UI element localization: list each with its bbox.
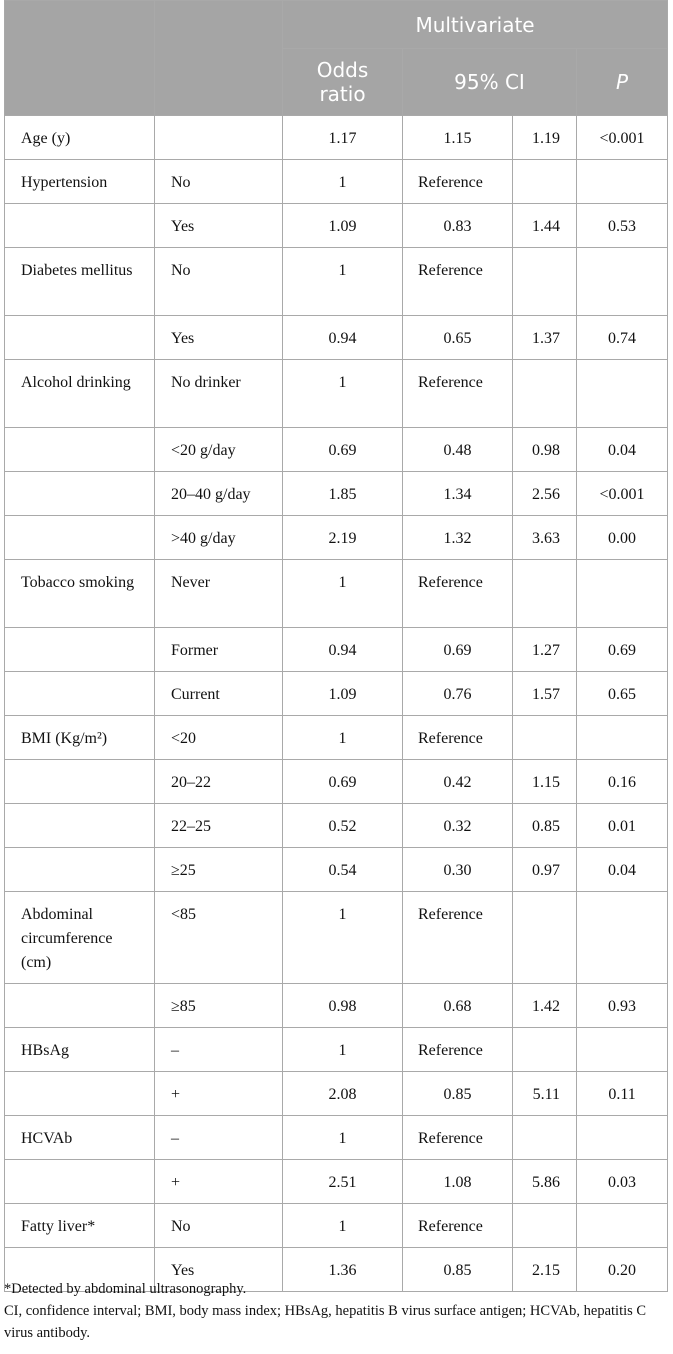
row-odds-ratio-cell: 1 <box>283 716 403 760</box>
row-category-cell: 22–25 <box>155 804 283 848</box>
header-blank-category <box>155 1 283 116</box>
row-ci-upper-cell: 1.27 <box>513 628 577 672</box>
header-95ci: 95% CI <box>403 49 577 116</box>
row-ci-lower-cell: 0.85 <box>403 1248 513 1292</box>
row-p-value-cell <box>577 1204 668 1248</box>
row-ci-upper-cell <box>513 160 577 204</box>
row-p-value-cell: 0.53 <box>577 204 668 248</box>
row-odds-ratio-cell: 1 <box>283 1204 403 1248</box>
row-ci-upper-cell: 0.97 <box>513 848 577 892</box>
row-ci-lower-cell: 1.32 <box>403 516 513 560</box>
row-ci-upper-cell: 5.86 <box>513 1160 577 1204</box>
row-ci-lower-cell: 1.08 <box>403 1160 513 1204</box>
row-p-value-cell: 0.01 <box>577 804 668 848</box>
row-odds-ratio-cell: 2.08 <box>283 1072 403 1116</box>
row-odds-ratio-cell: 0.69 <box>283 428 403 472</box>
row-ci-lower-cell: Reference <box>403 1116 513 1160</box>
row-variable-cell: Diabetes mellitus <box>5 248 155 316</box>
row-odds-ratio-cell: 0.98 <box>283 984 403 1028</box>
row-ci-upper-cell: 1.42 <box>513 984 577 1028</box>
row-p-value-cell <box>577 892 668 984</box>
table-row <box>5 892 668 984</box>
row-p-value-cell: 0.04 <box>577 848 668 892</box>
row-variable-cell: BMI (Kg/m²) <box>5 716 155 760</box>
row-ci-upper-cell <box>513 1028 577 1072</box>
row-variable-cell <box>5 316 155 360</box>
row-odds-ratio-cell: 0.94 <box>283 316 403 360</box>
row-category-cell: Yes <box>155 204 283 248</box>
row-category-cell: No drinker <box>155 360 283 428</box>
row-category-cell: 20–22 <box>155 760 283 804</box>
table-row <box>5 516 668 560</box>
table-row <box>5 672 668 716</box>
row-p-value-cell <box>577 248 668 316</box>
row-variable-cell <box>5 428 155 472</box>
row-odds-ratio-cell: 0.94 <box>283 628 403 672</box>
row-p-value-cell <box>577 716 668 760</box>
row-category-cell: + <box>155 1160 283 1204</box>
row-ci-lower-cell: 1.15 <box>403 116 513 160</box>
row-ci-upper-cell: 1.37 <box>513 316 577 360</box>
row-category-cell: No <box>155 1204 283 1248</box>
row-odds-ratio-cell: 0.69 <box>283 760 403 804</box>
row-p-value-cell: 0.65 <box>577 672 668 716</box>
row-variable-cell <box>5 516 155 560</box>
row-ci-lower-cell: 0.32 <box>403 804 513 848</box>
row-category-cell: No <box>155 248 283 316</box>
row-variable-cell <box>5 472 155 516</box>
row-p-value-cell <box>577 160 668 204</box>
row-ci-upper-cell: 5.11 <box>513 1072 577 1116</box>
row-odds-ratio-cell: 0.52 <box>283 804 403 848</box>
row-odds-ratio-cell: 1 <box>283 892 403 984</box>
row-ci-lower-cell: Reference <box>403 716 513 760</box>
row-ci-upper-cell: 2.15 <box>513 1248 577 1292</box>
row-category-cell: – <box>155 1116 283 1160</box>
table-footnotes <box>4 1278 668 1344</box>
table-row <box>5 248 668 316</box>
row-ci-upper-cell <box>513 892 577 984</box>
row-variable-cell: HBsAg <box>5 1028 155 1072</box>
row-p-value-cell: <0.001 <box>577 472 668 516</box>
row-ci-upper-cell: 1.15 <box>513 760 577 804</box>
row-ci-upper-cell <box>513 716 577 760</box>
row-ci-upper-cell: 1.19 <box>513 116 577 160</box>
header-multivariate: Multivariate <box>283 1 668 49</box>
row-ci-lower-cell: Reference <box>403 560 513 628</box>
row-p-value-cell: 0.74 <box>577 316 668 360</box>
table-row <box>5 848 668 892</box>
table-row <box>5 1072 668 1116</box>
table-row <box>5 116 668 160</box>
row-variable-cell: Abdominal circumference (cm) <box>5 892 155 984</box>
row-ci-lower-cell: Reference <box>403 248 513 316</box>
footnote-abbreviations: CI, confidence interval; BMI, body mass index; HBsAg, hepatitis B virus surface antigen; HCVAb, hepatitis C virus antibody. <box>4 1303 647 1341</box>
row-p-value-cell <box>577 560 668 628</box>
row-ci-lower-cell: 0.68 <box>403 984 513 1028</box>
table-row <box>5 1160 668 1204</box>
row-odds-ratio-cell: 1.36 <box>283 1248 403 1292</box>
row-category-cell <box>155 116 283 160</box>
row-ci-upper-cell <box>513 248 577 316</box>
row-odds-ratio-cell: 1 <box>283 1028 403 1072</box>
row-variable-cell: HCVAb <box>5 1116 155 1160</box>
row-p-value-cell: 0.20 <box>577 1248 668 1292</box>
row-ci-upper-cell <box>513 1204 577 1248</box>
row-variable-cell <box>5 672 155 716</box>
row-variable-cell <box>5 1160 155 1204</box>
row-ci-lower-cell: 0.30 <box>403 848 513 892</box>
table-row <box>5 1028 668 1072</box>
row-odds-ratio-cell: 1.17 <box>283 116 403 160</box>
row-p-value-cell: 0.93 <box>577 984 668 1028</box>
row-odds-ratio-cell: 2.51 <box>283 1160 403 1204</box>
row-category-cell: ≥25 <box>155 848 283 892</box>
row-odds-ratio-cell: 2.19 <box>283 516 403 560</box>
row-variable-cell <box>5 848 155 892</box>
row-category-cell: – <box>155 1028 283 1072</box>
row-variable-cell <box>5 204 155 248</box>
row-p-value-cell: 0.11 <box>577 1072 668 1116</box>
row-variable-cell <box>5 760 155 804</box>
table-row <box>5 716 668 760</box>
table-row <box>5 628 668 672</box>
table-header <box>5 1 668 116</box>
row-variable-cell <box>5 804 155 848</box>
row-category-cell: ≥85 <box>155 984 283 1028</box>
row-category-cell: >40 g/day <box>155 516 283 560</box>
row-variable-cell <box>5 628 155 672</box>
row-odds-ratio-cell: 1.09 <box>283 672 403 716</box>
row-p-value-cell: <0.001 <box>577 116 668 160</box>
row-ci-upper-cell: 0.98 <box>513 428 577 472</box>
row-odds-ratio-cell: 1.09 <box>283 204 403 248</box>
row-p-value-cell: 0.69 <box>577 628 668 672</box>
table-row <box>5 360 668 428</box>
row-ci-lower-cell: Reference <box>403 1028 513 1072</box>
row-p-value-cell: 0.04 <box>577 428 668 472</box>
row-variable-cell <box>5 984 155 1028</box>
row-ci-lower-cell: 0.76 <box>403 672 513 716</box>
table-row <box>5 472 668 516</box>
row-ci-lower-cell: 0.85 <box>403 1072 513 1116</box>
table-row <box>5 760 668 804</box>
multivariate-table <box>4 0 668 1292</box>
row-p-value-cell: 0.03 <box>577 1160 668 1204</box>
table-row <box>5 1116 668 1160</box>
row-p-value-cell <box>577 1116 668 1160</box>
row-ci-lower-cell: Reference <box>403 160 513 204</box>
row-category-cell: No <box>155 160 283 204</box>
row-ci-lower-cell: 1.34 <box>403 472 513 516</box>
row-odds-ratio-cell: 0.54 <box>283 848 403 892</box>
row-ci-lower-cell: Reference <box>403 892 513 984</box>
table-row <box>5 204 668 248</box>
row-odds-ratio-cell: 1 <box>283 1116 403 1160</box>
row-ci-upper-cell <box>513 1116 577 1160</box>
header-p: P <box>577 49 668 116</box>
row-odds-ratio-cell: 1.85 <box>283 472 403 516</box>
table-row <box>5 984 668 1028</box>
row-odds-ratio-cell: 1 <box>283 360 403 428</box>
row-p-value-cell: 0.00 <box>577 516 668 560</box>
row-category-cell: <20 g/day <box>155 428 283 472</box>
row-ci-upper-cell <box>513 560 577 628</box>
row-category-cell: + <box>155 1072 283 1116</box>
row-p-value-cell: 0.16 <box>577 760 668 804</box>
row-ci-lower-cell: Reference <box>403 360 513 428</box>
row-category-cell: Current <box>155 672 283 716</box>
header-blank-variable <box>5 1 155 116</box>
row-odds-ratio-cell: 1 <box>283 248 403 316</box>
table-row <box>5 560 668 628</box>
table-row <box>5 1204 668 1248</box>
row-variable-cell: Age (y) <box>5 116 155 160</box>
row-ci-upper-cell: 1.57 <box>513 672 577 716</box>
row-category-cell: Yes <box>155 1248 283 1292</box>
row-category-cell: <20 <box>155 716 283 760</box>
row-ci-lower-cell: 0.69 <box>403 628 513 672</box>
row-variable-cell: Alcohol drinking <box>5 360 155 428</box>
row-category-cell: Yes <box>155 316 283 360</box>
row-ci-lower-cell: 0.42 <box>403 760 513 804</box>
row-category-cell: Former <box>155 628 283 672</box>
row-variable-cell <box>5 1072 155 1116</box>
row-ci-upper-cell: 2.56 <box>513 472 577 516</box>
header-odds-ratio: Odds ratio <box>283 49 403 116</box>
row-category-cell: <85 <box>155 892 283 984</box>
row-variable-cell: Fatty liver* <box>5 1204 155 1248</box>
row-ci-upper-cell: 0.85 <box>513 804 577 848</box>
table-row <box>5 428 668 472</box>
row-category-cell: Never <box>155 560 283 628</box>
row-odds-ratio-cell: 1 <box>283 160 403 204</box>
row-odds-ratio-cell: 1 <box>283 560 403 628</box>
row-ci-lower-cell: Reference <box>403 1204 513 1248</box>
row-p-value-cell <box>577 1028 668 1072</box>
row-variable-cell: Tobacco smoking <box>5 560 155 628</box>
row-variable-cell: Hypertension <box>5 160 155 204</box>
row-ci-upper-cell: 3.63 <box>513 516 577 560</box>
table-body <box>5 116 668 1292</box>
row-p-value-cell <box>577 360 668 428</box>
table-row <box>5 316 668 360</box>
table-row <box>5 160 668 204</box>
row-ci-lower-cell: 0.65 <box>403 316 513 360</box>
row-ci-lower-cell: 0.83 <box>403 204 513 248</box>
footnote-detection: *Detected by abdominal ultrasonography. <box>4 1281 247 1297</box>
row-ci-upper-cell <box>513 360 577 428</box>
row-ci-upper-cell: 1.44 <box>513 204 577 248</box>
row-category-cell: 20–40 g/day <box>155 472 283 516</box>
table-row <box>5 804 668 848</box>
row-ci-lower-cell: 0.48 <box>403 428 513 472</box>
